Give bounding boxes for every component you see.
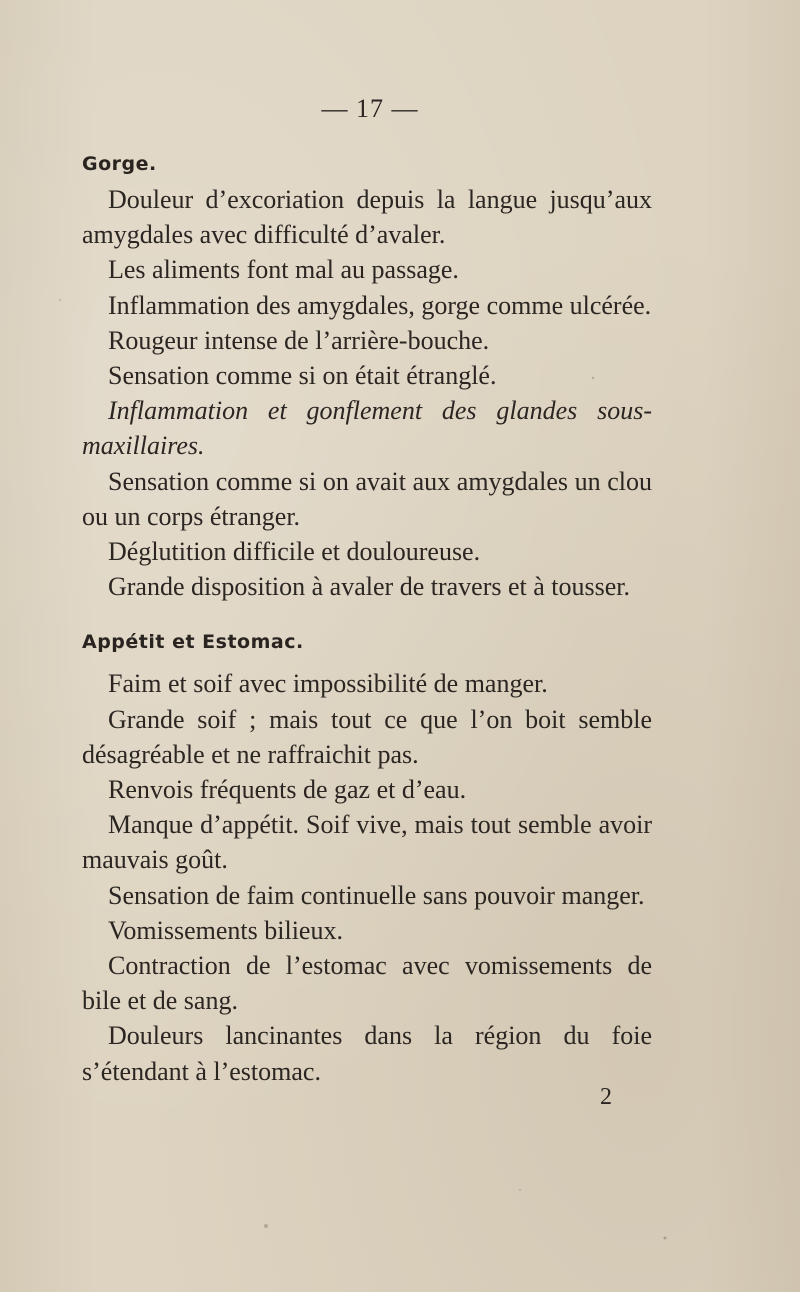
paragraph: Inflammation des amygdales, gorge comme ulcérée. <box>108 290 652 320</box>
section-appetit-estomac <box>82 624 652 1088</box>
paragraph: Rougeur intense de l’arrière-bouche. <box>108 325 490 355</box>
paragraph: Contraction de l’estomac avec vomissements de bile et de sang. <box>82 951 652 1016</box>
paragraph: Sensation de faim continuelle sans pouvoir manger. <box>108 880 645 910</box>
paper-speck <box>264 1224 268 1228</box>
paper-speck <box>519 1189 521 1191</box>
signature-mark: 2 <box>600 1084 612 1110</box>
paragraph: Douleurs lancinantes dans la région du foie s’étendant à l’estomac. <box>82 1021 652 1086</box>
paragraph: Grande disposition à avaler de travers et à tousser. <box>108 572 630 602</box>
page-body <box>82 146 652 1089</box>
section-heading: Gorge. <box>82 153 157 175</box>
page-number: — 17 — <box>321 94 419 123</box>
paper-speck <box>59 299 61 301</box>
paper-speck <box>664 1237 667 1240</box>
paragraph: Manque d’appétit. Soif vive, mais tout semble avoir mauvais goût. <box>82 810 652 875</box>
section-heading: Appétit et Estomac. <box>82 631 304 654</box>
paragraph: Grande soif ; mais tout ce que l’on boit semble désagréable et ne raffraichit pas. <box>82 704 652 769</box>
paragraph: Faim et soif avec impossibilité de manger. <box>108 669 548 699</box>
paragraph: Déglutition difficile et douloureuse. <box>108 537 481 567</box>
section-gorge <box>82 146 652 604</box>
paragraph-italic: Inflammation et gonflement des glandes sous-maxillaires. <box>82 396 652 461</box>
paragraph: Sensation comme si on avait aux amygdales un clou ou un corps étranger. <box>82 466 652 531</box>
paragraph: Douleur d’excoriation depuis la langue jusqu’aux amygdales avec difficulté d’avaler. <box>82 185 652 250</box>
paragraph: Renvois fréquents de gaz et d’eau. <box>108 775 467 805</box>
paragraph: Les aliments font mal au passage. <box>108 255 459 285</box>
paragraph: Sensation comme si on était étranglé. <box>108 361 497 391</box>
paragraph: Vomissements bilieux. <box>108 915 343 945</box>
